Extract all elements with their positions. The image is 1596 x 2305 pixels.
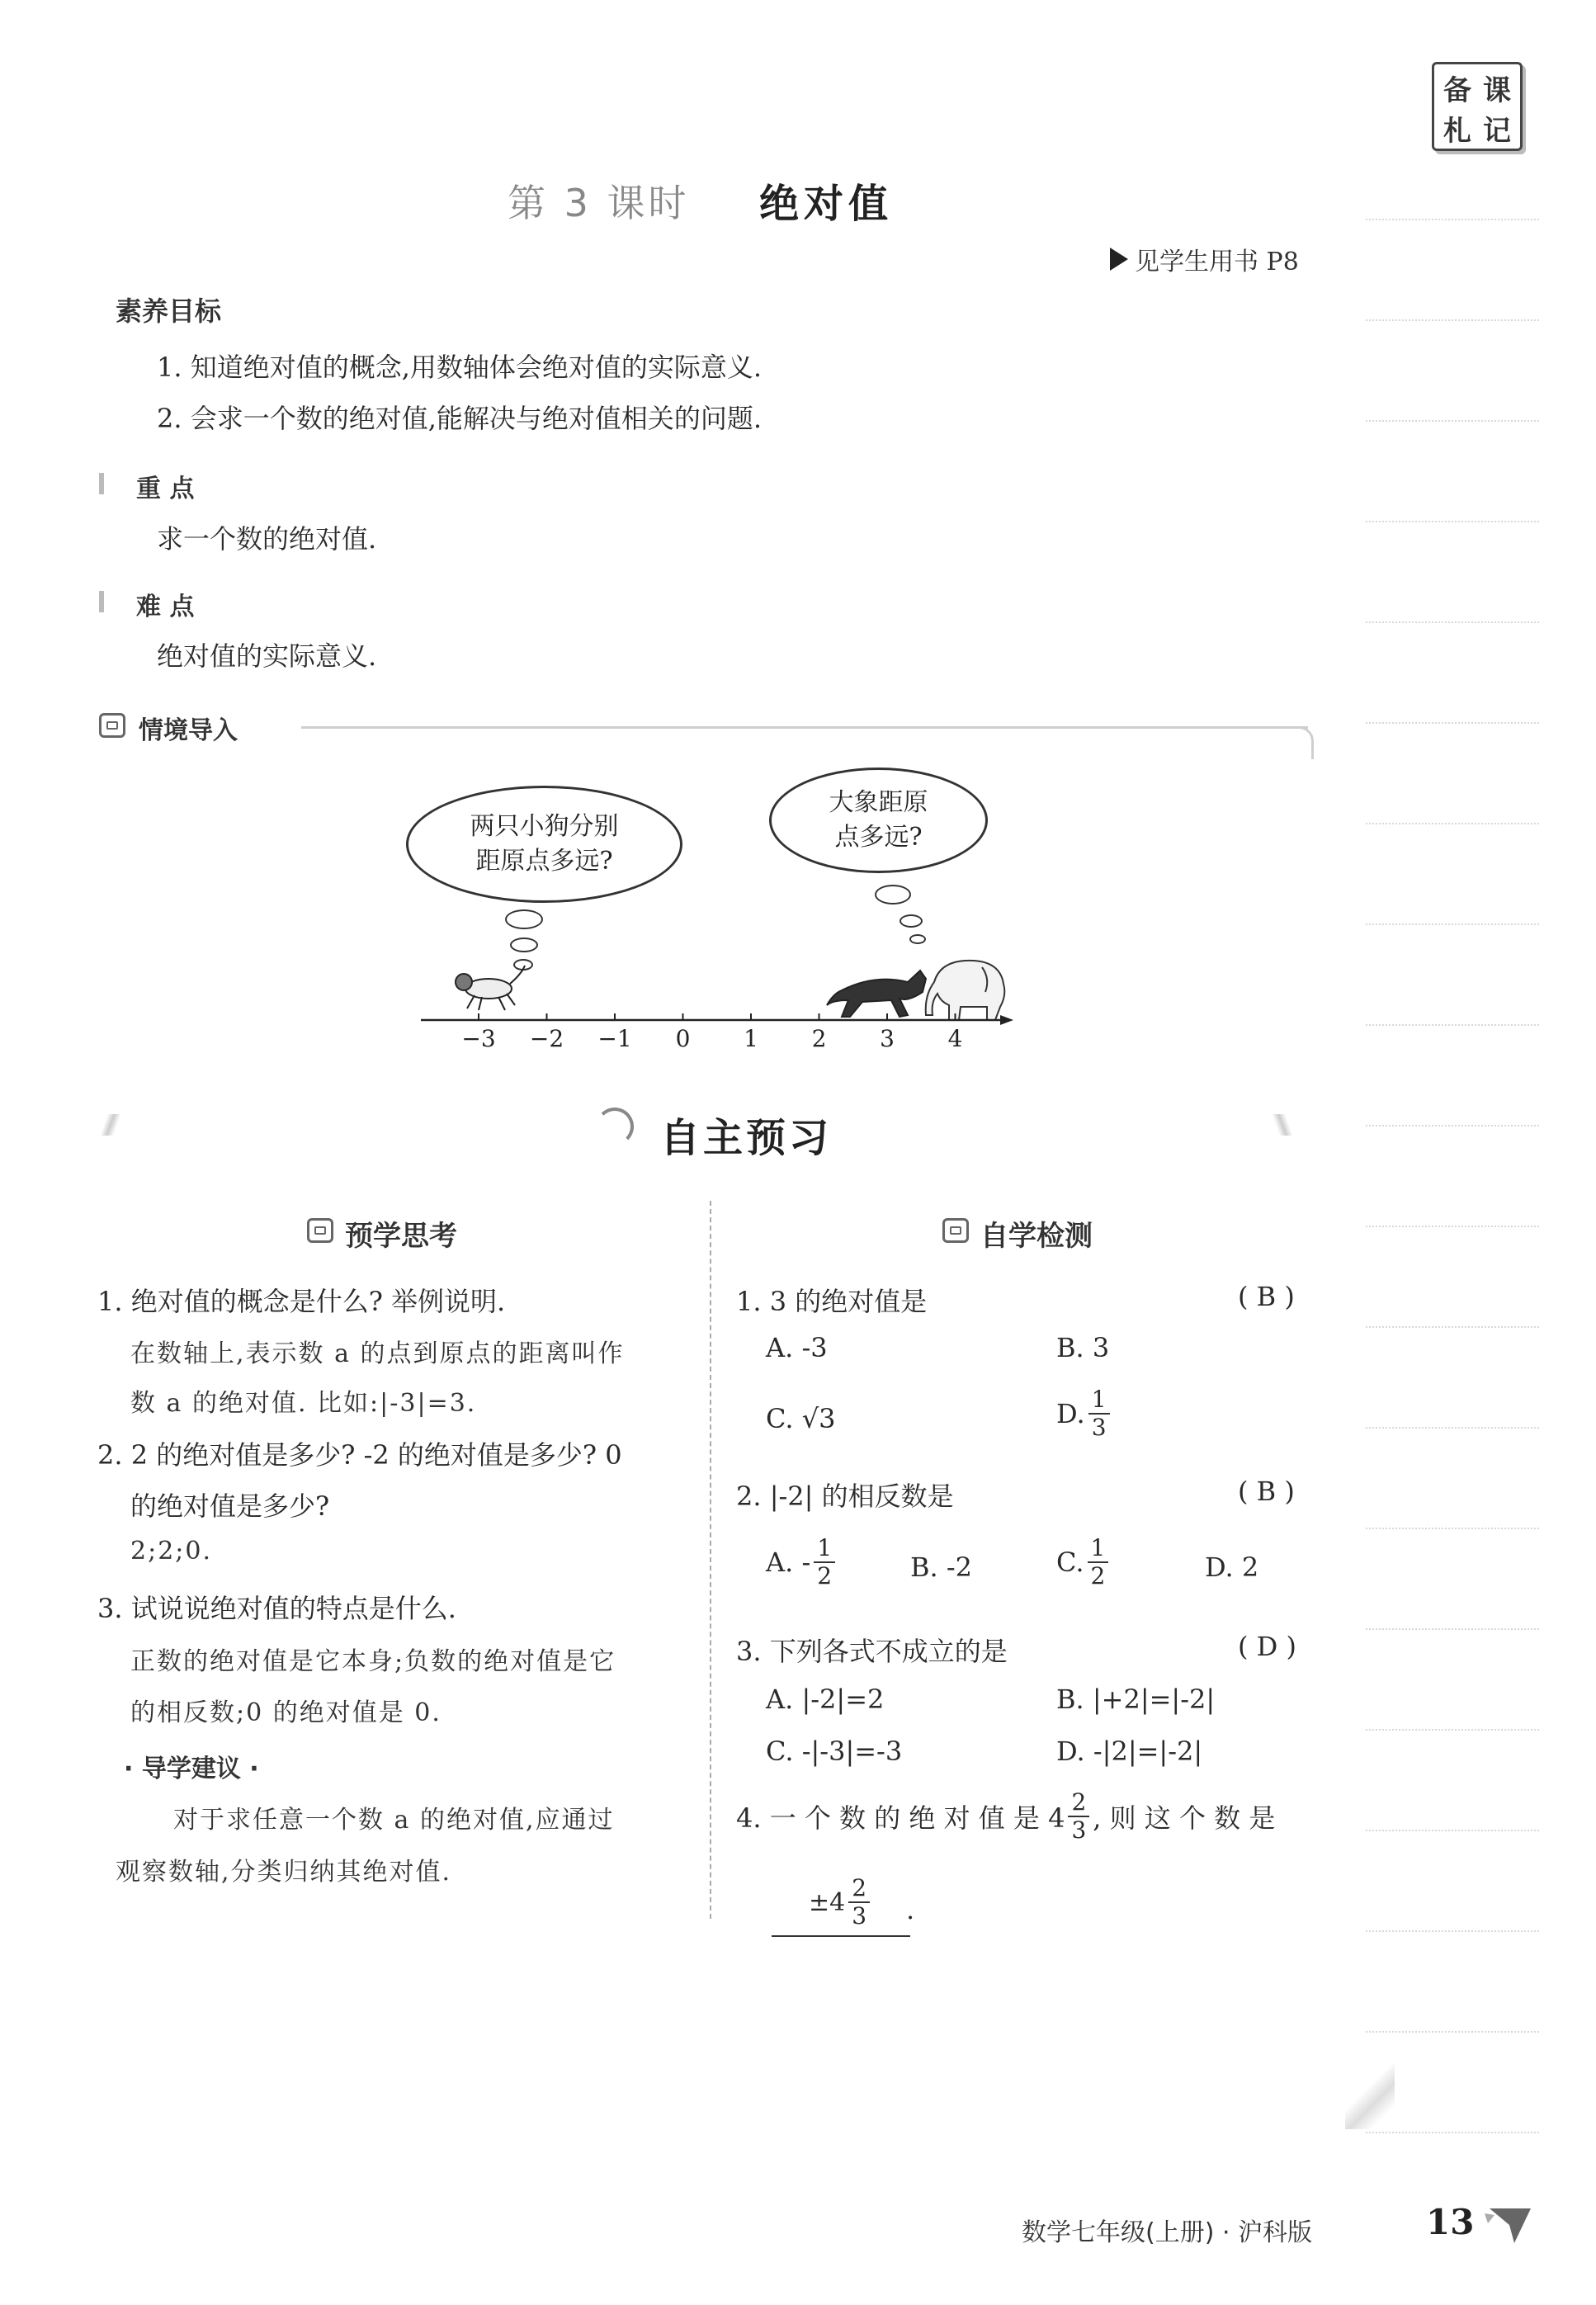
check-q2-answer: ( B ) xyxy=(1238,1476,1295,1507)
think-answer: 的相反数;0 的绝对值是 0. xyxy=(130,1698,441,1727)
fraction xyxy=(814,1535,835,1589)
margin-note-line xyxy=(1366,1125,1539,1127)
check-heading: 自学检测 xyxy=(980,1220,1093,1253)
denominator: 3 xyxy=(1091,1414,1107,1441)
check-q1-stem: 1. 3 的绝对值是 xyxy=(736,1286,928,1317)
margin-note-line xyxy=(1366,1729,1539,1731)
stamp-char: 课 xyxy=(1483,74,1511,107)
margin-note-line xyxy=(1366,1528,1539,1529)
q4-answer-prefix: ±4 xyxy=(808,1887,846,1917)
margin-note-line xyxy=(1366,1024,1539,1026)
play-triangle-icon xyxy=(1110,248,1128,271)
axis-tick-label: 3 xyxy=(880,1025,895,1052)
axis-tick-label: −3 xyxy=(461,1025,496,1052)
margin-note-line xyxy=(1366,1427,1539,1429)
option-a xyxy=(766,1535,838,1589)
numerator: 2 xyxy=(1068,1789,1089,1817)
thought-puff xyxy=(875,885,911,905)
lesson-number: 第 3 课时 xyxy=(508,181,690,225)
option-b: B. 3 xyxy=(1056,1332,1110,1363)
margin-note-line xyxy=(1366,823,1539,824)
preview-logo-icon xyxy=(596,1108,634,1145)
intro-divider-corner xyxy=(1296,726,1314,759)
thought-bubble-dogs xyxy=(406,786,682,903)
denominator: 2 xyxy=(817,1562,833,1589)
q4-period: . xyxy=(906,1894,915,1925)
option-d: D. 2 xyxy=(1205,1552,1259,1583)
option-c: C. √3 xyxy=(766,1403,836,1434)
check-q4-stem xyxy=(736,1789,1275,1844)
margin-note-line xyxy=(1366,722,1539,724)
goal-item: 2. 会求一个数的绝对值,能解决与绝对值相关的问题. xyxy=(157,403,763,434)
focus-text: 求一个数的绝对值. xyxy=(157,523,377,555)
margin-note-line xyxy=(1366,420,1539,422)
bubble-line: 距原点多远? xyxy=(475,847,613,876)
margin-note-line xyxy=(1366,219,1539,220)
check-icon xyxy=(942,1218,969,1243)
margin-note-line xyxy=(1366,1226,1539,1227)
fraction xyxy=(1068,1789,1089,1844)
stamp-char: 札 xyxy=(1443,115,1471,148)
fraction xyxy=(1088,1535,1109,1589)
option-b: B. |+2|=|-2| xyxy=(1056,1684,1216,1715)
thought-puff xyxy=(900,914,923,928)
axis-arrow-icon xyxy=(1000,1015,1013,1025)
page-title: 绝对值 xyxy=(759,181,894,227)
difficulty-heading: 难 点 xyxy=(136,593,195,621)
check-q2-stem: 2. |-2| 的相反数是 xyxy=(736,1481,954,1512)
think-icon xyxy=(307,1218,333,1243)
stamp-char: 记 xyxy=(1483,115,1511,148)
margin-note-line xyxy=(1366,319,1539,321)
denominator: 3 xyxy=(1071,1816,1087,1844)
column-divider xyxy=(710,1201,711,1919)
option-d xyxy=(1056,1386,1113,1441)
difficulty-text: 绝对值的实际意义. xyxy=(157,640,377,672)
think-answer: 数 a 的绝对值. 比如:|-3|=3. xyxy=(130,1389,477,1418)
think-question: 3. 试说说绝对值的特点是什么. xyxy=(97,1593,456,1624)
q4-stem-part: 4. 一 个 数 的 绝 对 值 是 4 xyxy=(736,1802,1065,1834)
margin-note-line xyxy=(1366,923,1539,925)
thought-puff xyxy=(505,909,543,929)
number-line-illustration xyxy=(413,941,1023,1056)
tip-text: 观察数轴,分类归纳其绝对值. xyxy=(116,1858,452,1887)
elephant-icon xyxy=(926,961,1005,1020)
goal-item: 1. 知道绝对值的概念,用数轴体会绝对值的实际意义. xyxy=(157,352,763,383)
option-label: C. xyxy=(1056,1547,1084,1578)
fraction xyxy=(1088,1386,1110,1441)
think-question: 1. 绝对值的概念是什么? 举例说明. xyxy=(97,1286,506,1317)
think-question: 的绝对值是多少? xyxy=(130,1490,330,1522)
page-curl-decor xyxy=(1345,2063,1395,2129)
numerator: 1 xyxy=(814,1535,835,1563)
think-question: 2. 2 的绝对值是多少? -2 的绝对值是多少? 0 xyxy=(97,1439,622,1471)
option-a: A. -3 xyxy=(766,1332,828,1363)
section-bar xyxy=(99,591,104,612)
fraction xyxy=(848,1875,870,1929)
bubble-line: 大象距原 xyxy=(829,788,928,817)
focus-heading: 重 点 xyxy=(136,475,195,503)
reference-text: 见学生用书 P8 xyxy=(1135,248,1299,276)
margin-note-line xyxy=(1366,1628,1539,1630)
axis-tick-label: −1 xyxy=(597,1025,632,1052)
margin-note-line xyxy=(1366,2132,1539,2133)
preview-heading: 自主预习 xyxy=(660,1115,833,1161)
think-heading: 预学思考 xyxy=(345,1220,457,1253)
stamp-char: 备 xyxy=(1443,74,1471,107)
big-dog-icon xyxy=(827,971,926,1017)
think-answer: 2;2;0. xyxy=(130,1537,213,1566)
option-c: C. -|-3|=-3 xyxy=(766,1736,903,1767)
option-a: A. |-2|=2 xyxy=(766,1684,885,1715)
axis-tick-label: −2 xyxy=(529,1025,564,1052)
lesson-notes-stamp xyxy=(1432,62,1523,151)
intro-heading: 情境导入 xyxy=(139,716,238,745)
margin-note-line xyxy=(1366,1830,1539,1831)
q4-stem-part: , 则 这 个 数 是 xyxy=(1093,1802,1276,1834)
section-bar xyxy=(99,473,104,494)
axis-tick-label: 2 xyxy=(811,1025,827,1052)
tip-heading: · 导学建议 · xyxy=(124,1755,259,1783)
option-label: D. xyxy=(1056,1398,1085,1429)
option-label: A. - xyxy=(766,1547,811,1578)
check-q1-answer: ( B ) xyxy=(1238,1281,1295,1312)
intro-divider xyxy=(301,726,1308,729)
intro-icon xyxy=(99,713,125,738)
axis-tick-label: 1 xyxy=(744,1025,758,1052)
check-q3-stem: 3. 下列各式不成立的是 xyxy=(736,1636,1008,1667)
check-q3-answer: ( D ) xyxy=(1238,1631,1296,1662)
think-answer: 正数的绝对值是它本身;负数的绝对值是它 xyxy=(130,1647,616,1676)
option-d: D. -|2|=|-2| xyxy=(1056,1736,1203,1767)
option-c xyxy=(1056,1535,1112,1589)
axis-tick-label: 4 xyxy=(947,1025,963,1052)
q4-answer-blank xyxy=(772,1869,910,1937)
think-answer: 在数轴上,表示数 a 的点到原点的距离叫作 xyxy=(130,1339,625,1368)
decor-slash-icon xyxy=(1269,1114,1296,1136)
thought-bubble-elephant xyxy=(769,768,988,873)
numerator: 1 xyxy=(1088,1535,1109,1563)
axis-tick-label: 0 xyxy=(675,1025,691,1052)
numerator: 1 xyxy=(1088,1386,1110,1415)
small-dog-icon xyxy=(456,966,525,1010)
student-book-reference xyxy=(1110,241,1299,277)
denominator: 3 xyxy=(852,1902,867,1929)
book-title: 数学七年级(上册) · 沪科版 xyxy=(1022,2218,1313,2247)
star-decor-icon xyxy=(1481,2202,1539,2251)
numerator: 2 xyxy=(848,1875,870,1903)
option-b: B. -2 xyxy=(910,1552,973,1583)
margin-note-line xyxy=(1366,1930,1539,1932)
margin-note-line xyxy=(1366,621,1539,623)
margin-note-line xyxy=(1366,521,1539,522)
denominator: 2 xyxy=(1090,1562,1106,1589)
decor-slash-icon xyxy=(97,1114,124,1136)
tip-text: 对于求任意一个数 a 的绝对值,应通过 xyxy=(173,1806,615,1835)
page-number: 13 xyxy=(1426,2202,1475,2242)
margin-note-line xyxy=(1366,2031,1539,2033)
margin-note-line xyxy=(1366,1326,1539,1328)
goals-heading: 素养目标 xyxy=(116,295,222,327)
bubble-line: 两只小狗分别 xyxy=(470,812,619,841)
bubble-line: 点多远? xyxy=(834,823,923,852)
